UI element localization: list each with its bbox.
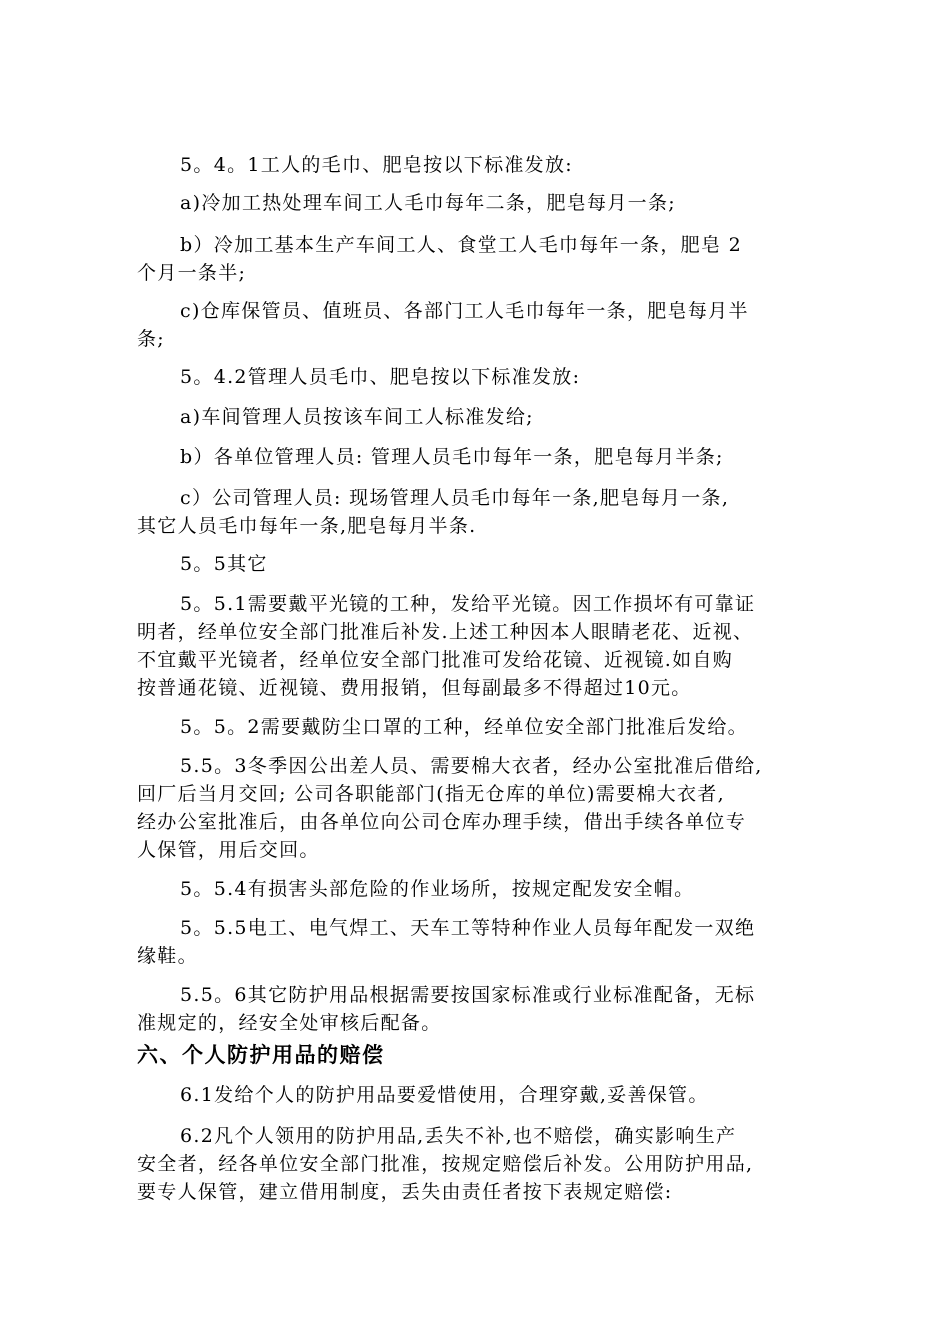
paragraph-line: 其它人员毛巾每年一条,肥皂每月半条. bbox=[137, 515, 477, 537]
paragraph-line: 安全者，经各单位安全部门批准，按规定赔偿后补发。公用防护用品, bbox=[137, 1153, 754, 1175]
paragraph-line: b）冷加工基本生产车间工人、食堂工人毛巾每年一条，肥皂 2 bbox=[180, 234, 742, 256]
paragraph-line: 经办公室批准后，由各单位向公司仓库办理手续，借出手续各单位专 bbox=[137, 811, 747, 833]
paragraph-line: a)车间管理人员按该车间工人标准发给; bbox=[180, 406, 534, 428]
paragraph-line: 准规定的，经安全处审核后配备。 bbox=[137, 1012, 442, 1034]
paragraph-line: c）公司管理人员: 现场管理人员毛巾每年一条,肥皂每月一条, bbox=[180, 487, 730, 509]
paragraph-line: 5。5其它 bbox=[180, 553, 268, 575]
paragraph-line: 5。5.4有损害头部危险的作业场所，按规定配发安全帽。 bbox=[180, 878, 695, 900]
paragraph-line: 5。5.1需要戴平光镜的工种，发给平光镜。因工作损坏有可靠证 bbox=[180, 593, 756, 615]
paragraph-line: 5。5.5电工、电气焊工、天车工等特种作业人员每年配发一双绝 bbox=[180, 917, 756, 939]
paragraph-line: 5.5。3冬季因公出差人员、需要棉大衣者，经办公室批准后借给, bbox=[180, 755, 763, 777]
paragraph-line: 6.1发给个人的防护用品要爱惜使用，合理穿戴,妥善保管。 bbox=[180, 1084, 709, 1106]
paragraph-line: 不宜戴平光镜者，经单位安全部门批准可发给花镜、近视镜.如自购 bbox=[137, 649, 734, 671]
paragraph-line: 缘鞋。 bbox=[137, 945, 198, 967]
paragraph-line: 人保管，用后交回。 bbox=[137, 839, 320, 861]
paragraph-line: 5。5。2需要戴防尘口罩的工种，经单位安全部门批准后发给。 bbox=[180, 716, 748, 738]
paragraph-line: 5。4.2管理人员毛巾、肥皂按以下标准发放: bbox=[180, 366, 581, 388]
paragraph-line: b）各单位管理人员: 管理人员毛巾每年一条，肥皂每月半条; bbox=[180, 446, 724, 468]
paragraph-line: 5.5。6其它防护用品根据需要按国家标准或行业标准配备，无标 bbox=[180, 984, 756, 1006]
paragraph-line: 回厂后当月交回; 公司各职能部门(指无仓库的单位)需要棉大衣者, bbox=[137, 783, 725, 805]
paragraph-line: 个月一条半; bbox=[137, 262, 247, 284]
paragraph-line: 条; bbox=[137, 328, 166, 350]
paragraph-line: 明者，经单位安全部门批准后补发.上述工种因本人眼睛老花、近视、 bbox=[137, 621, 754, 643]
paragraph-line: 6.2凡个人领用的防护用品,丢失不补,也不赔偿，确实影响生产 bbox=[180, 1125, 737, 1147]
paragraph-line: 要专人保管，建立借用制度，丢失由责任者按下表规定赔偿: bbox=[137, 1181, 673, 1203]
section-heading: 六、个人防护用品的赔偿 bbox=[137, 1043, 385, 1067]
paragraph-line: a)冷加工热处理车间工人毛巾每年二条，肥皂每月一条; bbox=[180, 192, 676, 214]
paragraph-line: 5。4。1工人的毛巾、肥皂按以下标准发放: bbox=[180, 154, 573, 176]
paragraph-line: 按普通花镜、近视镜、费用报销，但每副最多不得超过10元。 bbox=[137, 677, 692, 699]
paragraph-line: c)仓库保管员、值班员、各部门工人毛巾每年一条，肥皂每月半 bbox=[180, 300, 749, 322]
